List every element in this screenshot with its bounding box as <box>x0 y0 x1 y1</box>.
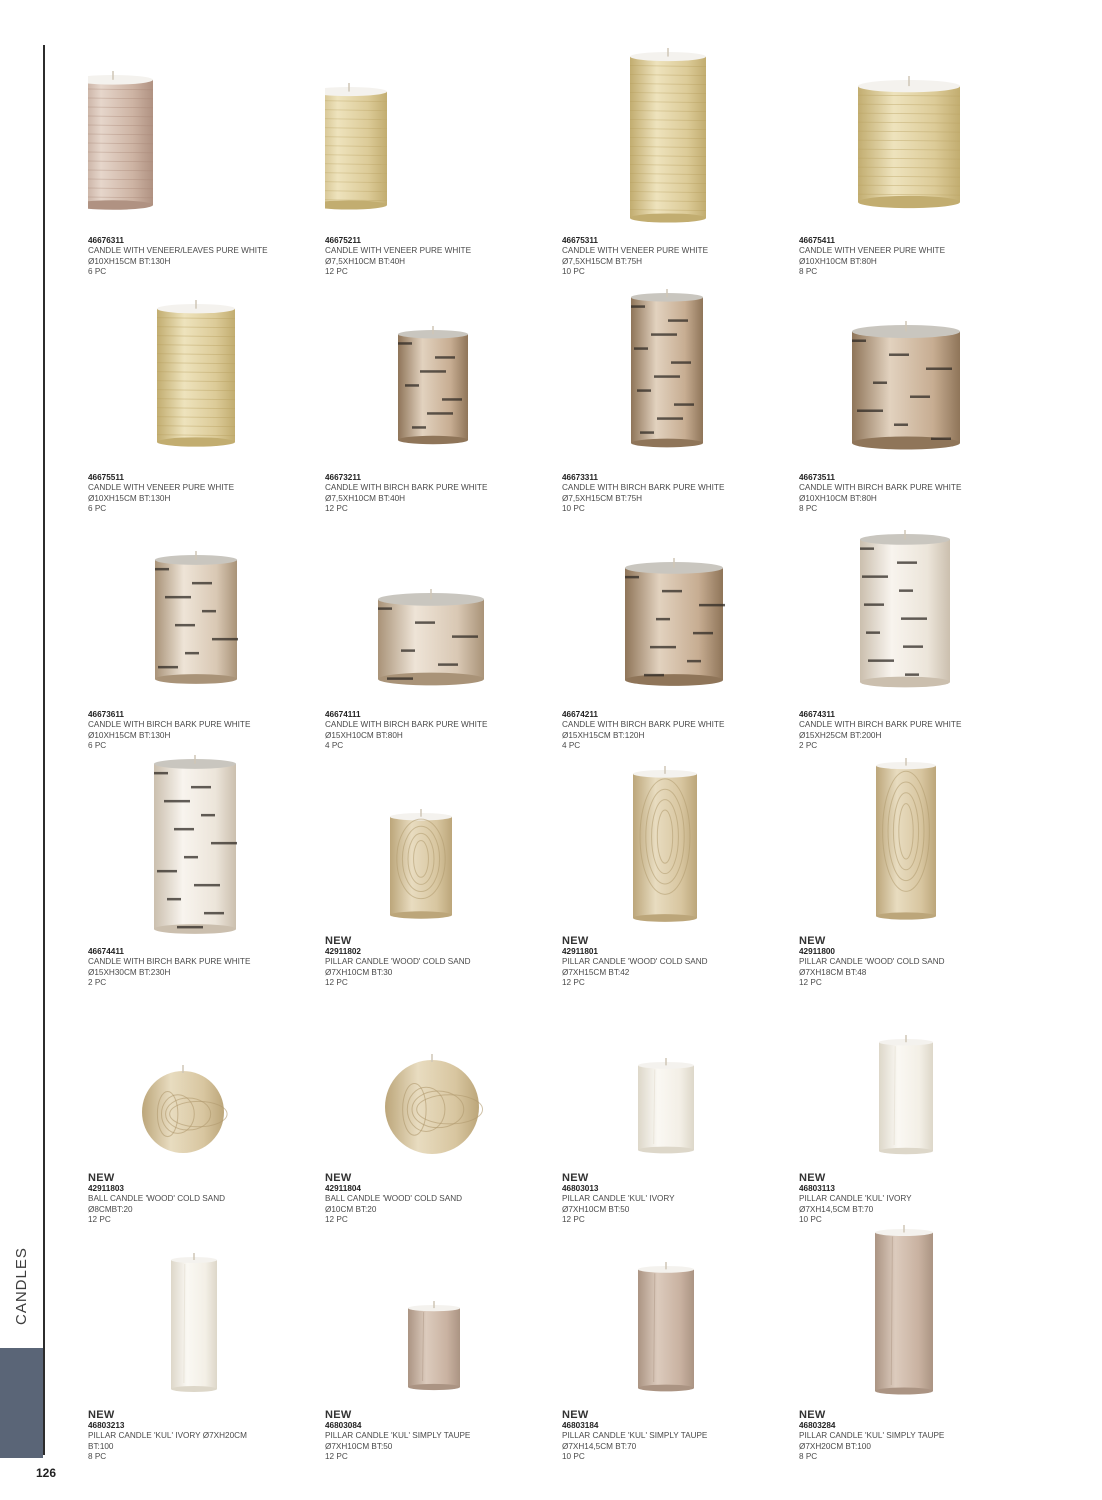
product-quantity: 12 PC <box>325 977 348 987</box>
candle-body <box>154 764 236 929</box>
product-code: 46676311 <box>88 236 124 246</box>
new-badge: NEW <box>325 1409 352 1422</box>
product-image <box>88 514 318 694</box>
bark-mark <box>415 621 435 624</box>
new-badge: NEW <box>88 1409 115 1422</box>
bark-mark <box>654 375 680 378</box>
product-name: CANDLE WITH VENEER/LEAVES PURE WHITE <box>88 246 268 256</box>
product-name: CANDLE WITH VENEER PURE WHITE <box>88 483 235 493</box>
product-caption <box>562 710 792 751</box>
product-code: 46803184 <box>562 1421 599 1431</box>
product-size: Ø7XH10CM BT:50 <box>325 1441 393 1451</box>
product-code: 46673511 <box>799 473 835 483</box>
product-code: 46675211 <box>325 236 361 246</box>
product-quantity: 10 PC <box>562 266 585 276</box>
product-size: Ø7XH14,5CM BT:70 <box>799 1204 874 1214</box>
product-size: Ø8CMBT:20 <box>88 1204 133 1214</box>
product-code: 46803113 <box>799 1184 835 1194</box>
bark-mark <box>687 660 701 663</box>
product-card <box>88 514 318 751</box>
bark-mark <box>452 635 478 638</box>
product-image <box>799 514 1029 694</box>
product-image <box>325 988 555 1168</box>
candle-body <box>630 57 706 218</box>
new-badge: NEW <box>799 1172 826 1185</box>
bark-mark <box>164 800 190 803</box>
product-quantity: 10 PC <box>799 1214 822 1224</box>
product-card <box>88 40 318 277</box>
product-image <box>562 514 792 694</box>
product-card <box>325 277 555 514</box>
product-quantity: 8 PC <box>799 266 818 276</box>
bark-mark <box>212 638 238 641</box>
product-caption <box>88 1410 318 1462</box>
candle-base <box>631 439 703 448</box>
product-code: 42911801 <box>562 947 598 957</box>
product-name: CANDLE WITH BIRCH BARK PURE WHITE <box>88 957 251 967</box>
product-caption <box>799 710 1029 751</box>
product-code: 46674211 <box>562 710 598 720</box>
bark-mark <box>852 339 866 341</box>
bark-mark <box>894 423 908 426</box>
product-quantity: 8 PC <box>88 1451 107 1461</box>
bark-mark <box>656 618 670 621</box>
new-badge: NEW <box>325 935 352 948</box>
product-quantity: 6 PC <box>88 503 107 513</box>
product-caption <box>88 473 318 514</box>
product-image <box>799 277 1029 457</box>
product-name: PILLAR CANDLE 'KUL' SIMPLY TAUPE <box>799 1431 945 1441</box>
candle-base <box>171 1386 217 1392</box>
product-card <box>799 1225 1029 1462</box>
product-card <box>325 40 555 277</box>
product-size: Ø7XH20CM BT:100 <box>799 1441 871 1451</box>
product-image <box>325 40 555 220</box>
product-size: BT:100 <box>88 1441 114 1451</box>
product-caption <box>562 936 792 988</box>
candle-base <box>860 677 950 688</box>
candle-base <box>630 213 706 222</box>
bark-mark <box>674 403 694 406</box>
product-quantity: 2 PC <box>799 740 818 750</box>
candle-base <box>390 911 452 918</box>
bark-mark <box>889 353 909 356</box>
candle-base <box>155 674 237 684</box>
product-name: PILLAR CANDLE 'KUL' SIMPLY TAUPE <box>325 1431 471 1441</box>
candle-body <box>171 1260 217 1389</box>
product-quantity: 12 PC <box>325 1451 348 1461</box>
product-caption <box>562 236 792 277</box>
bark-mark <box>637 389 651 392</box>
candle-body <box>390 817 452 915</box>
product-caption <box>325 710 555 751</box>
product-quantity: 10 PC <box>562 1451 585 1461</box>
bark-mark <box>177 926 203 929</box>
product-quantity: 10 PC <box>562 503 585 513</box>
product-code: 46675511 <box>88 473 124 483</box>
bark-mark <box>931 437 951 440</box>
candle-body <box>378 599 484 679</box>
product-code: 42911804 <box>325 1184 361 1194</box>
product-name: CANDLE WITH BIRCH BARK PURE WHITE <box>325 720 488 730</box>
candle-base <box>638 1385 694 1392</box>
bark-mark <box>631 305 645 308</box>
product-image <box>562 40 792 220</box>
product-caption <box>799 236 1029 277</box>
product-caption <box>562 1173 792 1225</box>
product-image <box>562 277 792 457</box>
product-name: BALL CANDLE 'WOOD' COLD SAND <box>88 1194 226 1204</box>
candle-body <box>408 1308 460 1387</box>
product-card <box>325 514 555 751</box>
bark-mark <box>640 431 654 434</box>
product-size: Ø10XH10CM BT:80H <box>799 493 877 503</box>
product-code: 46673311 <box>562 473 598 483</box>
candle-body <box>879 1042 933 1151</box>
product-name: CANDLE WITH BIRCH BARK PURE WHITE <box>88 720 251 730</box>
bark-mark <box>699 604 725 607</box>
bark-mark <box>202 610 216 613</box>
bark-mark <box>167 898 181 901</box>
candle-body <box>875 1232 933 1391</box>
product-code: 42911800 <box>799 947 835 957</box>
product-size: Ø10XH15CM BT:130H <box>88 730 171 740</box>
product-name: CANDLE WITH BIRCH BARK PURE WHITE <box>799 483 962 493</box>
candle-body <box>398 334 468 440</box>
product-card <box>562 1225 792 1462</box>
product-card <box>562 751 792 988</box>
product-quantity: 2 PC <box>88 977 107 987</box>
product-size: Ø7,5XH15CM BT:75H <box>562 256 643 266</box>
product-code: 46675411 <box>799 236 835 246</box>
bark-mark <box>901 617 927 620</box>
bark-mark <box>191 786 211 789</box>
product-code: 46803084 <box>325 1421 362 1431</box>
bark-mark <box>634 347 648 350</box>
candle-base <box>638 1147 694 1154</box>
bark-mark <box>211 842 237 845</box>
bark-mark <box>378 607 392 610</box>
product-quantity: 12 PC <box>325 266 348 276</box>
new-badge: NEW <box>562 1409 589 1422</box>
product-card <box>562 988 792 1225</box>
product-card <box>799 751 1029 988</box>
product-card <box>88 988 318 1225</box>
product-name: PILLAR CANDLE 'KUL' IVORY <box>799 1194 912 1204</box>
new-badge: NEW <box>562 935 589 948</box>
bark-mark <box>175 624 195 627</box>
product-caption <box>325 236 555 277</box>
product-image <box>325 1225 555 1405</box>
product-card <box>799 514 1029 751</box>
product-quantity: 4 PC <box>325 740 344 750</box>
bark-mark <box>899 589 913 592</box>
candle-base <box>879 1148 933 1154</box>
product-card <box>88 277 318 514</box>
new-badge: NEW <box>799 1409 826 1422</box>
candle-base <box>408 1384 460 1390</box>
candle-base <box>398 436 468 444</box>
section-label: CANDLES <box>13 1247 30 1325</box>
product-name: BALL CANDLE 'WOOD' COLD SAND <box>325 1194 463 1204</box>
product-name: CANDLE WITH VENEER PURE WHITE <box>562 246 709 256</box>
page-number: 126 <box>36 1466 57 1480</box>
candle-base <box>154 924 236 934</box>
product-card <box>88 751 318 988</box>
product-caption <box>88 236 318 277</box>
product-name: PILLAR CANDLE 'KUL' SIMPLY TAUPE <box>562 1431 708 1441</box>
product-size: Ø10XH15CM BT:130H <box>88 493 171 503</box>
bark-mark <box>158 666 178 669</box>
product-card <box>562 514 792 751</box>
bark-mark <box>862 575 888 578</box>
product-quantity: 12 PC <box>562 977 585 987</box>
bark-mark <box>910 395 930 398</box>
bark-mark <box>693 632 713 635</box>
product-image <box>799 40 1029 220</box>
candle-base <box>858 196 960 208</box>
product-name: PILLAR CANDLE 'WOOD' COLD SAND <box>325 957 471 967</box>
bark-mark <box>442 398 462 401</box>
new-badge: NEW <box>88 1172 115 1185</box>
bark-mark <box>435 356 455 359</box>
product-code: 46803013 <box>562 1184 599 1194</box>
product-card <box>799 277 1029 514</box>
product-quantity: 6 PC <box>88 740 107 750</box>
bark-mark <box>625 576 639 579</box>
candle-body <box>385 1060 479 1154</box>
bark-mark <box>644 674 664 677</box>
product-image <box>88 277 318 457</box>
candle-base <box>157 437 235 446</box>
product-code: 46803284 <box>799 1421 836 1431</box>
product-size: Ø7XH10CM BT:50 <box>562 1204 630 1214</box>
bark-mark <box>868 659 894 662</box>
candle-body <box>638 1269 694 1388</box>
candle-base <box>876 912 936 919</box>
product-name: CANDLE WITH VENEER PURE WHITE <box>799 246 946 256</box>
product-image <box>562 1225 792 1405</box>
product-size: Ø15XH25CM BT:200H <box>799 730 882 740</box>
product-image <box>88 1225 318 1405</box>
product-size: Ø10XH10CM BT:80H <box>799 256 877 266</box>
product-quantity: 8 PC <box>799 1451 818 1461</box>
product-size: Ø7,5XH15CM BT:75H <box>562 493 643 503</box>
candle-body <box>142 1071 224 1153</box>
product-image <box>799 988 1029 1168</box>
product-code: 42911803 <box>88 1184 124 1194</box>
product-name: PILLAR CANDLE 'WOOD' COLD SAND <box>799 957 945 967</box>
product-name: PILLAR CANDLE 'KUL' IVORY Ø7XH20CM <box>88 1431 247 1441</box>
product-caption <box>325 1410 555 1462</box>
product-size: Ø15XH30CM BT:230H <box>88 967 171 977</box>
product-quantity: 6 PC <box>88 266 107 276</box>
product-quantity: 12 PC <box>799 977 822 987</box>
product-card <box>562 277 792 514</box>
product-image <box>88 988 318 1168</box>
product-size: Ø7XH15CM BT:42 <box>562 967 630 977</box>
bark-mark <box>174 828 194 831</box>
candle-body <box>638 1065 694 1150</box>
bark-mark <box>398 342 412 345</box>
bark-mark <box>387 677 413 680</box>
bark-mark <box>860 547 874 550</box>
candle-base <box>875 1388 933 1395</box>
product-image <box>325 277 555 457</box>
bark-mark <box>657 417 683 420</box>
product-quantity: 12 PC <box>88 1214 111 1224</box>
margin-rule <box>43 45 45 1455</box>
product-code: 46673211 <box>325 473 361 483</box>
bark-mark <box>201 814 215 817</box>
product-image <box>88 40 318 220</box>
bark-mark <box>651 333 677 336</box>
product-image <box>88 751 318 931</box>
product-size: Ø7XH10CM BT:30 <box>325 967 393 977</box>
bark-mark <box>866 631 880 634</box>
candle-body <box>325 92 387 205</box>
product-size: Ø7XH18CM BT:48 <box>799 967 867 977</box>
product-size: Ø10CM BT:20 <box>325 1204 377 1214</box>
bark-mark <box>650 646 676 649</box>
product-caption <box>325 1173 555 1225</box>
bark-mark <box>401 649 415 652</box>
product-image <box>325 751 555 931</box>
bark-mark <box>427 412 453 415</box>
product-code: 46674111 <box>325 710 361 720</box>
new-badge: NEW <box>799 935 826 948</box>
bark-mark <box>184 856 198 859</box>
product-quantity: 8 PC <box>799 503 818 513</box>
product-size: Ø10XH15CM BT:130H <box>88 256 171 266</box>
candle-body <box>631 297 703 443</box>
bark-mark <box>873 381 887 384</box>
bark-mark <box>438 663 458 666</box>
product-name: CANDLE WITH BIRCH BARK PURE WHITE <box>325 483 488 493</box>
bark-mark <box>420 370 446 373</box>
candle-body <box>633 774 697 918</box>
product-code: 42911802 <box>325 947 361 957</box>
candle-body <box>876 766 936 916</box>
product-card <box>325 1225 555 1462</box>
product-image <box>799 1225 1029 1405</box>
product-card <box>88 1225 318 1462</box>
bark-mark <box>194 884 220 887</box>
candle-base <box>625 674 723 686</box>
product-quantity: 12 PC <box>325 1214 348 1224</box>
bark-mark <box>157 870 177 873</box>
product-name: PILLAR CANDLE 'WOOD' COLD SAND <box>562 957 708 967</box>
product-name: CANDLE WITH BIRCH BARK PURE WHITE <box>562 720 725 730</box>
product-quantity: 4 PC <box>562 740 581 750</box>
product-size: Ø7XH14,5CM BT:70 <box>562 1441 637 1451</box>
product-caption <box>799 1173 1029 1225</box>
product-caption <box>88 1173 318 1225</box>
product-card <box>799 988 1029 1225</box>
product-code: 46675311 <box>562 236 598 246</box>
bark-mark <box>671 361 691 364</box>
bark-mark <box>903 645 923 648</box>
bark-mark <box>154 772 168 775</box>
product-caption <box>799 473 1029 514</box>
product-image <box>562 988 792 1168</box>
candle-body <box>157 309 235 442</box>
product-image <box>325 514 555 694</box>
candle-body <box>155 560 237 679</box>
product-quantity: 12 PC <box>325 503 348 513</box>
product-caption <box>88 947 318 988</box>
product-code: 46803213 <box>88 1421 125 1431</box>
product-image <box>562 751 792 931</box>
product-name: PILLAR CANDLE 'KUL' IVORY <box>562 1194 675 1204</box>
bark-mark <box>864 603 884 606</box>
bark-mark <box>185 652 199 655</box>
product-code: 46674411 <box>88 947 124 957</box>
product-size: Ø15XH10CM BT:80H <box>325 730 403 740</box>
product-size: Ø7,5XH10CM BT:40H <box>325 256 406 266</box>
product-name: CANDLE WITH BIRCH BARK PURE WHITE <box>562 483 725 493</box>
product-name: CANDLE WITH BIRCH BARK PURE WHITE <box>799 720 962 730</box>
product-caption <box>562 473 792 514</box>
bark-mark <box>668 319 688 322</box>
product-caption <box>562 1410 792 1462</box>
product-caption <box>799 936 1029 988</box>
bark-mark <box>405 384 419 387</box>
section-tab <box>0 1348 43 1458</box>
bark-mark <box>192 582 212 585</box>
bark-mark <box>155 568 169 571</box>
new-badge: NEW <box>325 1172 352 1185</box>
product-size: Ø7,5XH10CM BT:40H <box>325 493 406 503</box>
candle-body <box>852 331 960 443</box>
product-name: CANDLE WITH VENEER PURE WHITE <box>325 246 472 256</box>
bark-mark <box>897 561 917 564</box>
product-size: Ø15XH15CM BT:120H <box>562 730 645 740</box>
bark-mark <box>905 673 919 676</box>
product-card <box>799 40 1029 277</box>
bark-mark <box>165 596 191 599</box>
product-quantity: 12 PC <box>562 1214 585 1224</box>
product-code: 46674311 <box>799 710 835 720</box>
product-card <box>325 988 555 1225</box>
product-caption <box>799 1410 1029 1462</box>
bark-mark <box>412 426 426 429</box>
candle-base <box>633 914 697 922</box>
new-badge: NEW <box>562 1172 589 1185</box>
bark-mark <box>857 409 883 412</box>
product-caption <box>325 473 555 514</box>
bark-mark <box>926 367 952 370</box>
candle-body <box>858 86 960 202</box>
product-card <box>562 40 792 277</box>
product-card <box>325 751 555 988</box>
candle-body <box>625 568 723 680</box>
bark-mark <box>204 912 224 915</box>
product-caption <box>325 936 555 988</box>
product-code: 46673611 <box>88 710 124 720</box>
bark-mark <box>662 590 682 593</box>
product-image <box>799 751 1029 931</box>
product-caption <box>88 710 318 751</box>
